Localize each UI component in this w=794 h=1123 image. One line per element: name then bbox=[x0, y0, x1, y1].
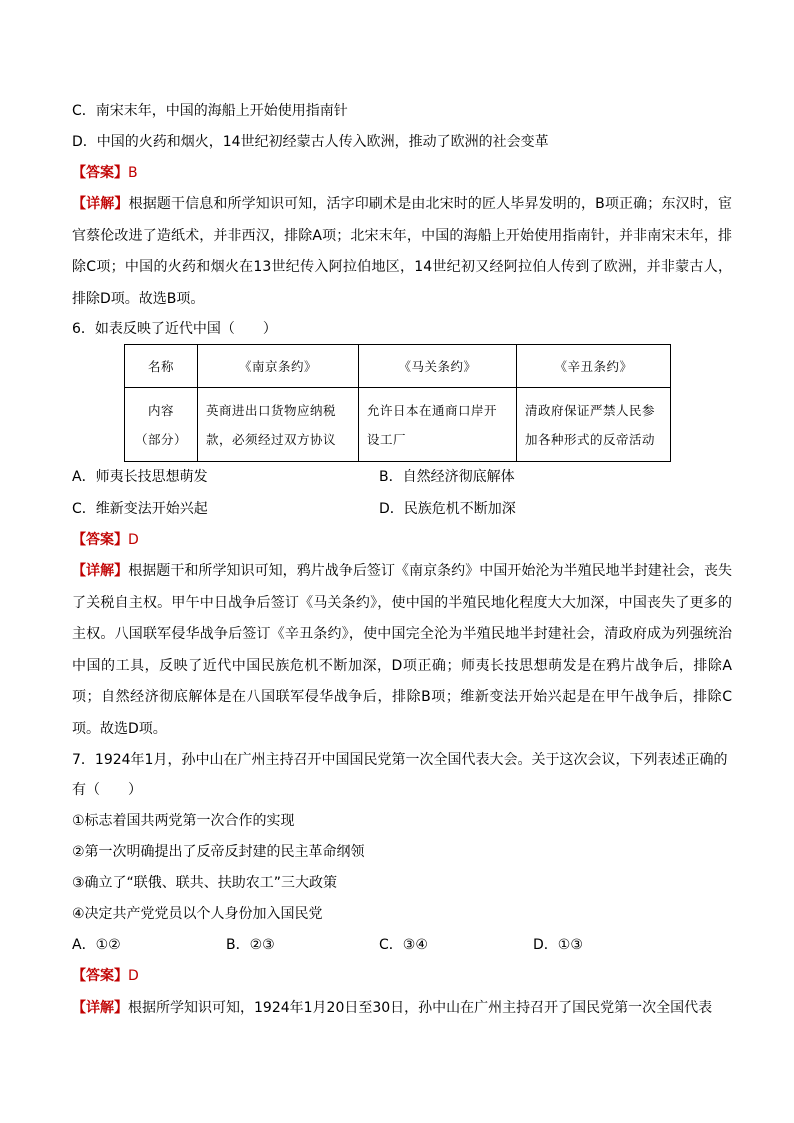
q7-explanation bbox=[72, 993, 732, 1025]
table-cell: 允许日本在通商口岸开设工厂 bbox=[359, 388, 517, 462]
answer-tag: 【答案】 bbox=[72, 968, 128, 984]
table-header-cell: 名称 bbox=[125, 345, 198, 388]
q5-answer bbox=[72, 163, 138, 183]
q6-stem: 6．如表反映了近代中国（ ） bbox=[72, 321, 277, 337]
q6-option-c: C．维新变法开始兴起 bbox=[72, 501, 208, 517]
explain-tag: 【详解】 bbox=[72, 563, 129, 579]
q7-statement-1: ①标志着国共两党第一次合作的实现 bbox=[72, 813, 295, 829]
table-header-cell: 《辛丑条约》 bbox=[517, 345, 671, 388]
q6-option-d: D．民族危机不断加深 bbox=[379, 501, 516, 517]
table-header-row bbox=[125, 345, 671, 388]
q6-option-b: B．自然经济彻底解体 bbox=[379, 469, 515, 485]
table-header-cell: 《马关条约》 bbox=[359, 345, 517, 388]
q7-option-b: B．②③ bbox=[226, 937, 275, 953]
q6-option-a: A．师夷长技思想萌发 bbox=[72, 469, 208, 485]
explain-tag: 【详解】 bbox=[72, 196, 129, 212]
row-label-line: （部分） bbox=[134, 431, 187, 447]
q5-explanation bbox=[72, 189, 732, 315]
table-header-cell: 《南京条约》 bbox=[198, 345, 359, 388]
row-label-line: 内容 bbox=[147, 402, 174, 418]
explain-text: 根据题干信息和所学知识可知，活字印刷术是由北宋时的匠人毕昇发明的，B项正确；东汉时，宦官蔡伦改进了造纸术，并非西汉，排除A项；北宋末年，中国的海船上开始使用指南针，并非南宋末年，排除C项；中国的火药和烟火在13世纪传入阿拉伯地区，14世纪初又经阿拉伯人传到了欧洲，并非蒙古人，排除D项。故选B项。 bbox=[72, 196, 732, 307]
explain-text: 根据所学知识可知，1924年1月20日至30日，孙中山在广州主持召开了国民党第一次全国代表 bbox=[128, 1000, 713, 1016]
answer-value: D bbox=[128, 532, 139, 548]
answer-tag: 【答案】 bbox=[72, 532, 128, 548]
answer-value: D bbox=[128, 968, 139, 984]
q7-stem-line-2: 有（ ） bbox=[72, 782, 142, 798]
q5-option-d: D．中国的火药和烟火，14世纪初经蒙古人传入欧洲，推动了欧洲的社会变革 bbox=[72, 134, 549, 150]
q7-statement-4: ④决定共产党党员以个人身份加入国民党 bbox=[72, 906, 323, 922]
q5-option-c: C．南宋末年，中国的海船上开始使用指南针 bbox=[72, 103, 348, 119]
table-row bbox=[125, 388, 671, 462]
q7-stem-line-1: 7．1924年1月，孙中山在广州主持召开中国国民党第一次全国代表大会。关于这次会议，下列表述正确的 bbox=[72, 752, 728, 768]
explain-text: 根据题干和所学知识可知，鸦片战争后签订《南京条约》中国开始沦为半殖民地半封建社会，丧失了关税自主权。甲午中日战争后签订《马关条约》，使中国的半殖民地化程度大大加深，中国丧失了更多的主权。八国联军侵华战争后签订《辛丑条约》，使中国完全沦为半殖民地半封建社会，清政府成为列强统治中国的工具，反映了近代中国民族危机不断加深，D项正确；师夷长技思想萌发是在鸦片战争后，排除A项；自然经济彻底解体是在八国联军侵华战争后，排除B项；维新变法开始兴起是在甲午战争后，排除C项。故选D项。 bbox=[72, 563, 733, 737]
q7-statement-3: ③确立了“联俄、联共、扶助农工”三大政策 bbox=[72, 875, 338, 891]
explain-tag: 【详解】 bbox=[72, 1000, 128, 1016]
q6-answer bbox=[72, 530, 139, 550]
q7-option-c: C．③④ bbox=[379, 937, 428, 953]
table-cell: 清政府保证严禁人民参加各种形式的反帝活动 bbox=[517, 388, 671, 462]
table-row-label bbox=[125, 388, 198, 462]
answer-value: B bbox=[128, 165, 138, 181]
table-cell: 英商进出口货物应纳税款，必须经过双方协议 bbox=[198, 388, 359, 462]
q7-statement-2: ②第一次明确提出了反帝反封建的民主革命纲领 bbox=[72, 844, 365, 860]
q7-option-d: D．①③ bbox=[533, 937, 583, 953]
q7-answer bbox=[72, 966, 139, 986]
answer-tag: 【答案】 bbox=[72, 165, 128, 181]
q6-explanation bbox=[72, 556, 732, 745]
q7-option-a: A．①② bbox=[72, 937, 121, 953]
treaty-table bbox=[124, 344, 671, 462]
